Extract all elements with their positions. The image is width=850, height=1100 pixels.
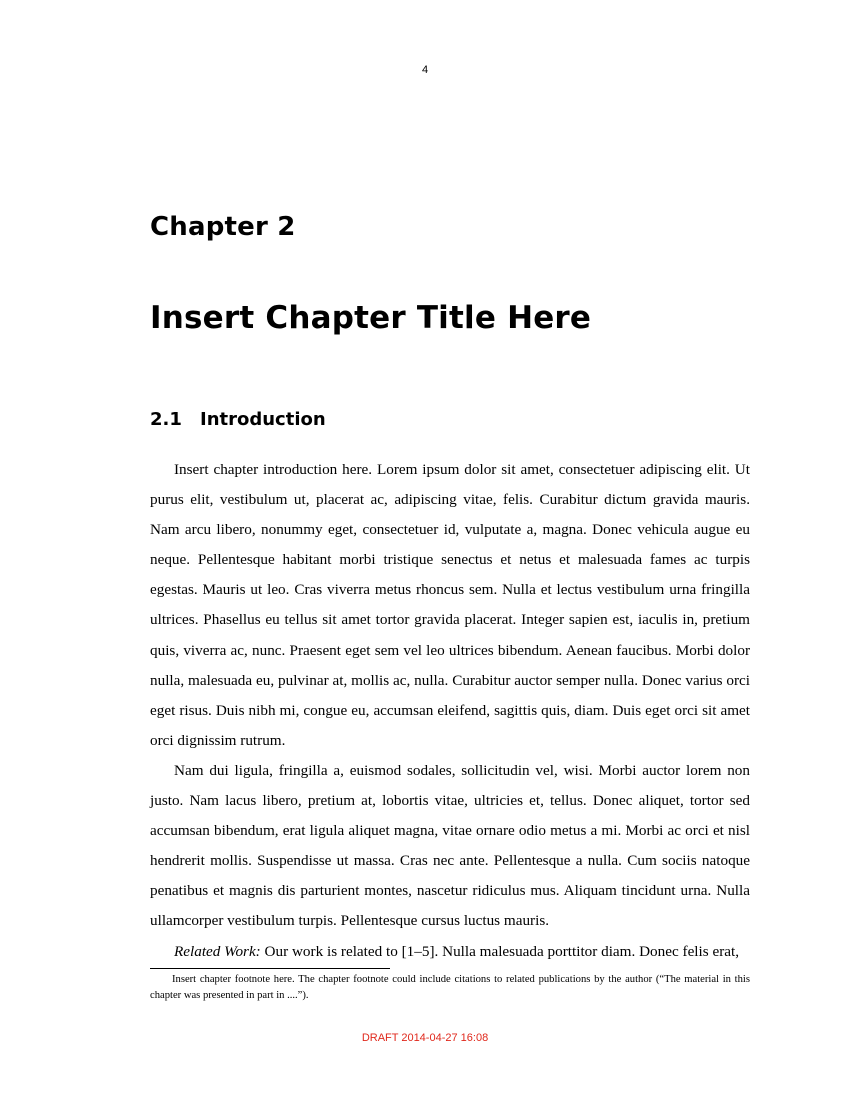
chapter-footnote: Insert chapter footnote here. The chapter footnote could include citations to related publications by the author (“The material in this chapter was presented in part in ....”).: [150, 974, 750, 1001]
section-heading: [150, 409, 326, 430]
section-number: 2.1: [150, 409, 182, 430]
paragraph-1: Insert chapter introduction here. Lorem ipsum dolor sit amet, consectetuer adipiscing elit. Ut purus elit, vestibulum ut, placerat ac, adipiscing vitae, felis. Curabitur dictum gravida mauris. Nam arcu libero, nonummy eget, consectetuer id, vulputate a, magna. Donec vehicula augue eu neque. Pellentesque habitant morbi tristique senectus et netus et malesuada fames ac turpis egestas. Mauris ut leo. Cras viverra metus rhoncus sem. Nulla et lectus vestibulum urna fringilla ultrices. Phasellus eu tellus sit amet tortor gravida placerat. Integer sapien est, iaculis in, pretium quis, viverra ac, nunc. Praesent eget sem vel leo ultrices bibendum. Aenean faucibus. Morbi dolor nulla, malesuada eu, pulvinar at, mollis ac, nulla. Curabitur auctor semper nulla. Donec varius orci eget risus. Duis nibh mi, congue eu, accumsan eleifend, sagittis quis, diam. Duis eget orci sit amet orci dignissim rutrum.: [150, 461, 750, 749]
body-text: [150, 455, 750, 967]
page-number: 4: [421, 64, 429, 76]
paragraph-3: [150, 937, 750, 967]
related-work-text: Our work is related to [1–5]. Nulla malesuada porttitor diam. Donec felis erat,: [260, 942, 740, 960]
paragraph-2: Nam dui ligula, fringilla a, euismod sodales, sollicitudin vel, wisi. Morbi auctor lorem non justo. Nam lacus libero, pretium at, lobortis vitae, ultricies et, tellus. Donec aliquet, tortor sed accumsan bibendum, erat ligula aliquet magna, vitae ornare odio metus a mi. Morbi ac orci et nisl hendrerit mollis. Suspendisse ut massa. Cras nec ante. Pellentesque a nulla. Cum sociis natoque penatibus et magnis dis parturient montes, nascetur ridiculus mus. Aliquam tincidunt urna. Nulla ullamcorper vestibulum turpis. Pellentesque cursus luctus mauris.: [150, 761, 750, 930]
chapter-title: Insert Chapter Title Here: [150, 300, 592, 336]
draft-stamp: DRAFT 2014-04-27 16:08: [361, 1032, 489, 1044]
chapter-label: Chapter 2: [150, 212, 296, 242]
footnote-rule: [150, 968, 390, 969]
section-title: Introduction: [200, 409, 326, 430]
related-work-lead: Related Work:: [174, 942, 261, 960]
